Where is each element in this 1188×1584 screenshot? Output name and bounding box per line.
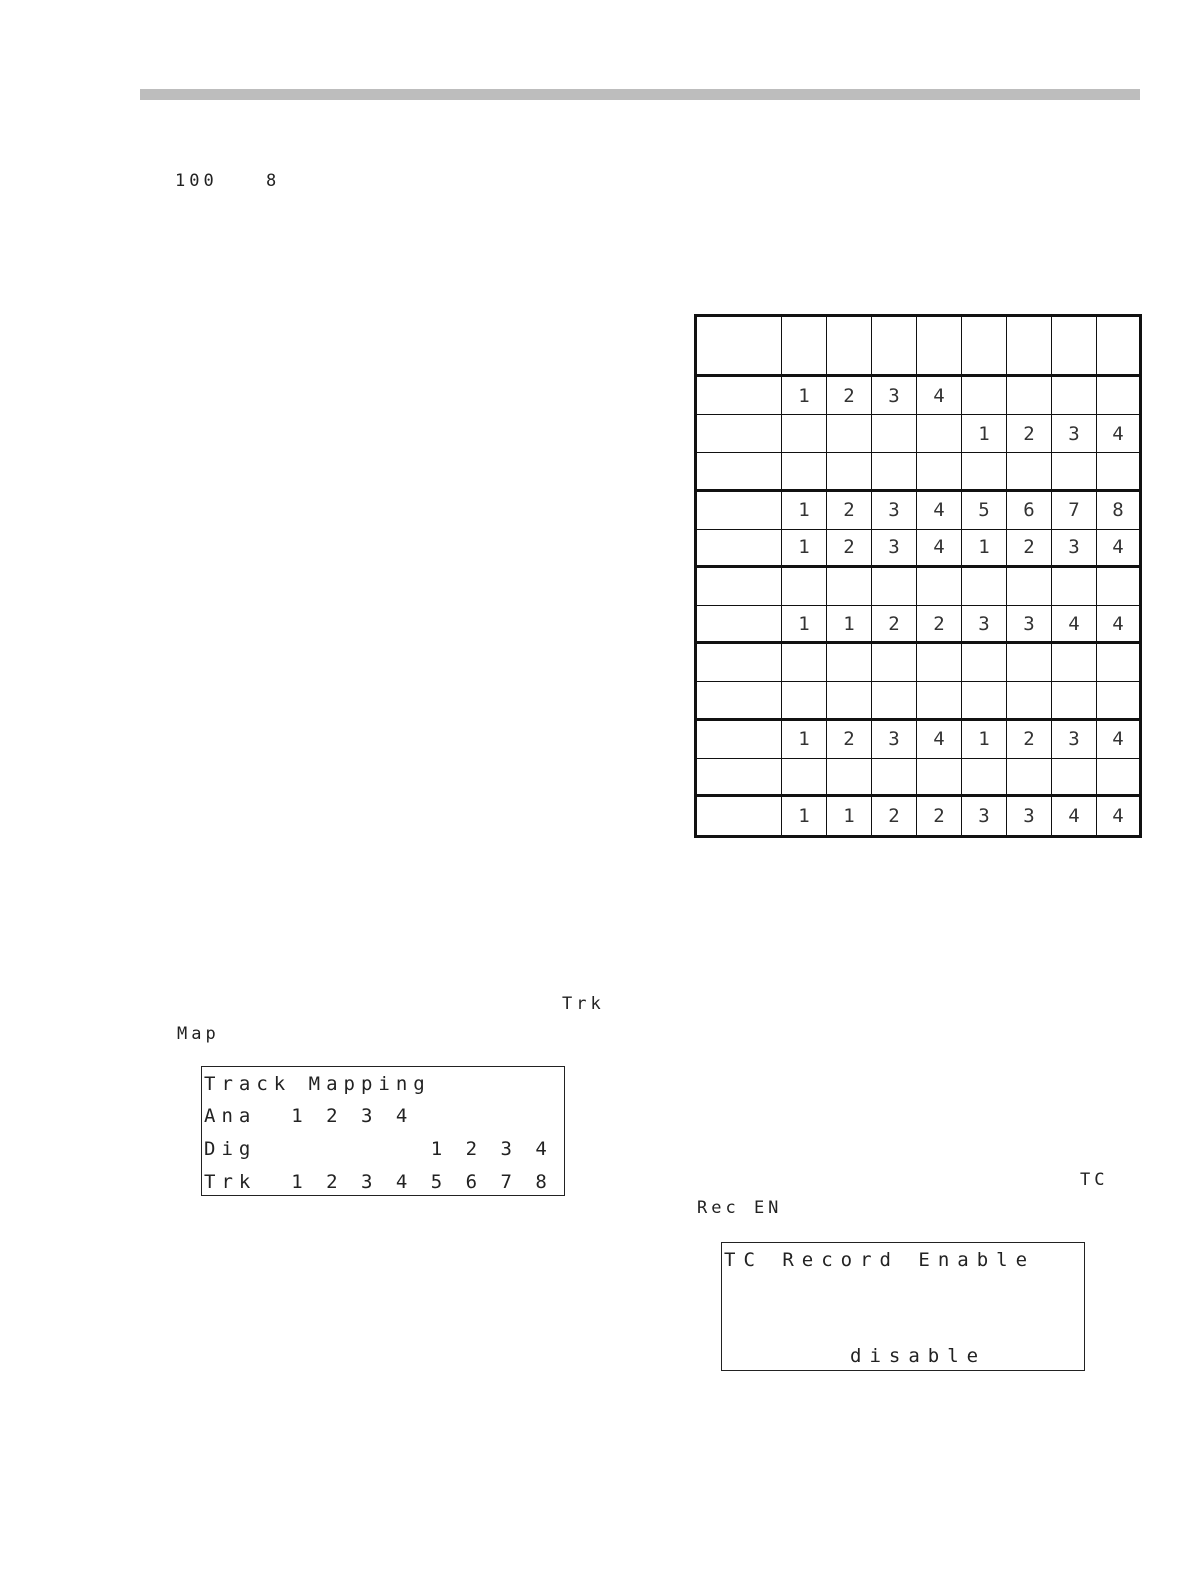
table-cell: 1 [782,377,827,415]
table-cell [1052,453,1097,491]
header-rule [140,89,1140,100]
table-cell: 4 [1097,721,1139,759]
tc-lcd-value: disable [850,1345,987,1367]
table-cell [917,682,962,720]
table-cell [1097,377,1139,415]
table-cell [1052,644,1097,682]
table-cell: 3 [1052,721,1097,759]
table-cell: 3 [872,530,917,568]
table-row-label [697,721,782,759]
table-row-label [697,606,782,644]
table-row-label [697,415,782,453]
table-cell [872,682,917,720]
table-cell: 2 [827,530,872,568]
table-cell [917,317,962,377]
table-cell: 3 [872,492,917,530]
table-cell: 6 [1007,492,1052,530]
table-cell [1052,568,1097,606]
table-cell [782,644,827,682]
table-cell: 4 [917,721,962,759]
table-cell [1052,682,1097,720]
table-cell: 3 [1052,530,1097,568]
table-cell [1097,568,1139,606]
header-number-100: 100 [175,171,218,191]
tc-rec-ref-line2: Rec EN [697,1198,783,1218]
table-cell: 1 [827,797,872,835]
table-cell [962,568,1007,606]
table-cell [1007,377,1052,415]
tc-rec-ref-line1: TC [1080,1170,1109,1190]
table-cell [872,644,917,682]
lcd-track-row: Trk 1 2 3 4 5 6 7 8 [204,1171,553,1193]
table-cell [962,317,1007,377]
table-cell: 3 [872,377,917,415]
table-cell [962,644,1007,682]
table-row-label [697,682,782,720]
table-cell [962,377,1007,415]
table-cell: 1 [782,492,827,530]
table-cell [1097,644,1139,682]
tc-lcd-title: TC Record Enable [724,1249,1036,1271]
lcd-digital-row: Dig 1 2 3 4 [204,1138,553,1160]
table-cell [827,568,872,606]
table-cell: 4 [1097,530,1139,568]
table-cell [872,568,917,606]
table-cell: 2 [827,721,872,759]
table-row-label [697,644,782,682]
table-cell: 3 [962,606,1007,644]
table-cell: 2 [1007,530,1052,568]
table-cell [1097,453,1139,491]
table-cell [917,644,962,682]
table-cell [782,317,827,377]
table-cell [1097,682,1139,720]
table-cell [782,415,827,453]
table-row-label [697,530,782,568]
tc-record-enable-lcd [721,1242,1085,1371]
table-cell: 2 [1007,721,1052,759]
table-cell: 3 [872,721,917,759]
table-cell [1007,759,1052,797]
table-cell: 4 [917,377,962,415]
table-cell: 1 [962,530,1007,568]
table-cell: 4 [1097,415,1139,453]
table-cell [827,317,872,377]
table-cell [872,759,917,797]
table-cell [917,453,962,491]
table-cell: 2 [827,377,872,415]
table-cell [872,317,917,377]
table-cell: 4 [917,530,962,568]
table-cell [827,682,872,720]
table-cell: 8 [1097,492,1139,530]
table-row-label [697,568,782,606]
table-cell [962,453,1007,491]
table-row-label [697,377,782,415]
table-cell [917,568,962,606]
table-cell: 4 [917,492,962,530]
table-row-label [697,759,782,797]
table-row-label [697,317,782,377]
table-cell [962,682,1007,720]
table-cell: 1 [827,606,872,644]
table-cell [872,453,917,491]
table-cell [1007,568,1052,606]
lcd-title: Track Mapping [204,1073,431,1095]
table-cell [962,759,1007,797]
table-cell [827,644,872,682]
table-row-label [697,453,782,491]
table-cell: 5 [962,492,1007,530]
table-cell [1097,317,1139,377]
table-cell [782,453,827,491]
table-cell: 1 [782,721,827,759]
table-cell [1097,759,1139,797]
table-cell: 1 [962,721,1007,759]
table-row-label [697,492,782,530]
table-cell: 1 [782,530,827,568]
table-cell: 3 [962,797,1007,835]
table-cell [827,759,872,797]
header-number-8: 8 [266,171,281,191]
table-cell: 2 [827,492,872,530]
table-cell: 2 [917,606,962,644]
table-cell: 3 [1052,415,1097,453]
lcd-analog-row: Ana 1 2 3 4 [204,1105,414,1127]
table-row-label [697,797,782,835]
table-cell [782,568,827,606]
table-cell: 3 [1007,606,1052,644]
table-cell: 1 [782,606,827,644]
table-cell: 4 [1097,606,1139,644]
track-mapping-lcd [201,1066,565,1196]
table-cell: 3 [1007,797,1052,835]
table-cell [827,415,872,453]
table-cell [827,453,872,491]
table-cell: 1 [962,415,1007,453]
table-cell [1052,317,1097,377]
table-cell [1007,682,1052,720]
table-cell: 2 [872,797,917,835]
table-cell: 4 [1052,606,1097,644]
table-cell: 4 [1112,804,1124,827]
table-cell [917,415,962,453]
table-cell: 1 [782,797,827,835]
table-cell [1052,759,1097,797]
table-cell: 4 [1052,797,1097,835]
table-cell [782,682,827,720]
trk-map-ref-line1: Trk [562,994,605,1014]
table-cell [1007,317,1052,377]
table-cell: 2 [1007,415,1052,453]
trk-map-ref-line2: Map [177,1024,220,1044]
table-cell: 2 [917,797,962,835]
table-cell [1007,453,1052,491]
table-cell [872,415,917,453]
table-cell [1007,644,1052,682]
table-cell [782,759,827,797]
table-cell: 7 [1052,492,1097,530]
table-cell: 2 [872,606,917,644]
table-cell [1052,377,1097,415]
table-cell [917,759,962,797]
track-assignment-table [694,314,1142,838]
